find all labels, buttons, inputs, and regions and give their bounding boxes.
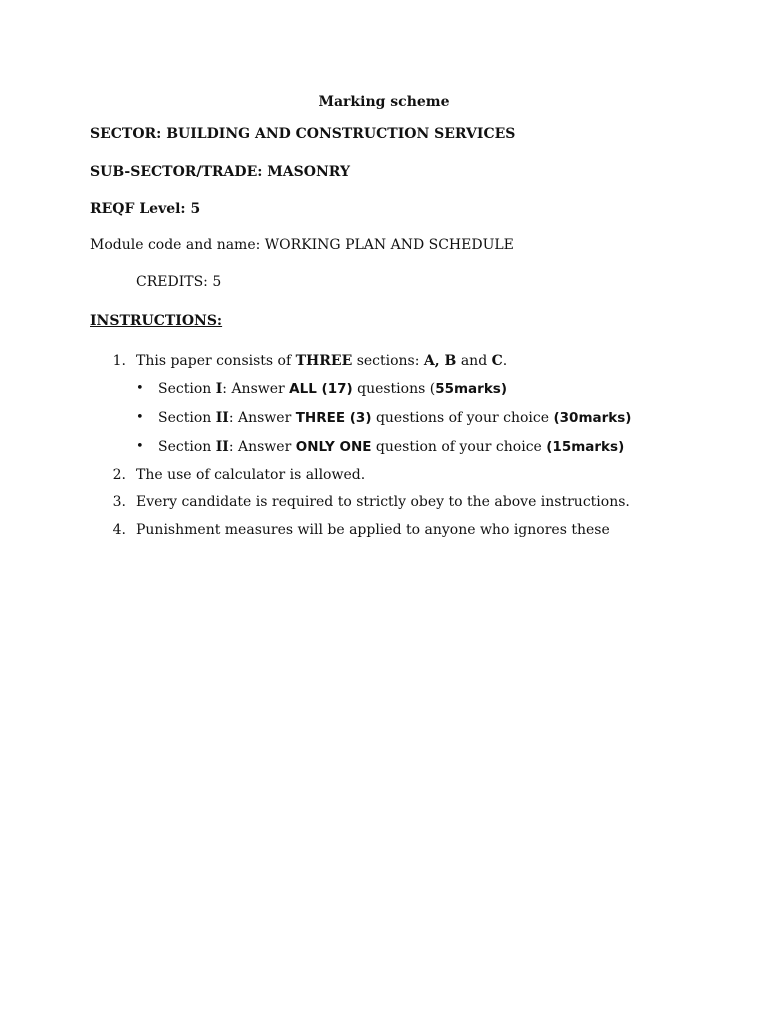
text-run: Section (158, 439, 216, 455)
text-run-bold: C (491, 353, 503, 369)
text-run-bold: (30marks) (553, 410, 632, 426)
sector-line: SECTOR: BUILDING AND CONSTRUCTION SERVICES (90, 126, 516, 142)
list-item-text: Punishment measures will be applied to anyone who ignores these (136, 522, 610, 538)
text-run: questions of your choice (371, 410, 554, 426)
list-number: 2. (112, 467, 126, 483)
bullet-text (158, 409, 631, 427)
bullet-icon: • (136, 439, 144, 454)
module-line: Module code and name: WORKING PLAN AND SCHEDULE (90, 237, 514, 253)
text-run: : Answer (222, 381, 290, 397)
text-run-bold: A, B (423, 353, 457, 369)
text-run-bold: II (215, 410, 229, 426)
list-item-text: Every candidate is required to strictly obey to the above instructions. (136, 494, 630, 510)
text-run-bold: ONLY ONE (295, 439, 372, 455)
text-run: Section (158, 410, 216, 426)
instructions-heading: INSTRUCTIONS: (90, 313, 223, 329)
list-number: 3. (112, 494, 126, 510)
text-run-bold: THREE (295, 353, 353, 369)
text-run: question of your choice (371, 439, 547, 455)
bullet-text (158, 380, 507, 398)
subsector-line: SUB-SECTOR/TRADE: MASONRY (90, 164, 350, 180)
text-run: . (502, 353, 508, 369)
text-run-bold: THREE (3) (295, 410, 372, 426)
list-item-text (136, 352, 507, 370)
reqf-level-line: REQF Level: 5 (90, 201, 201, 217)
text-run-bold: ALL (17) (289, 381, 353, 397)
text-run: Section (158, 381, 216, 397)
list-number: 4. (112, 522, 126, 538)
text-run-bold: (15marks) (546, 439, 625, 455)
document-title: Marking scheme (318, 94, 450, 110)
text-run: This paper consists of (136, 353, 296, 369)
text-run-bold: II (215, 439, 229, 455)
bullet-icon: • (136, 410, 144, 425)
text-run: sections: (352, 353, 424, 369)
text-run: questions ( (352, 381, 436, 397)
credits-line: CREDITS: 5 (136, 274, 222, 290)
bullet-icon: • (136, 381, 144, 396)
text-run: : Answer (228, 410, 296, 426)
text-run: : Answer (228, 439, 296, 455)
list-number: 1. (112, 353, 126, 369)
bullet-text (158, 438, 624, 456)
text-run-bold: 55marks) (435, 381, 508, 397)
list-item-text: The use of calculator is allowed. (136, 467, 366, 483)
text-run-bold: I (215, 381, 223, 397)
text-run: and (456, 353, 492, 369)
